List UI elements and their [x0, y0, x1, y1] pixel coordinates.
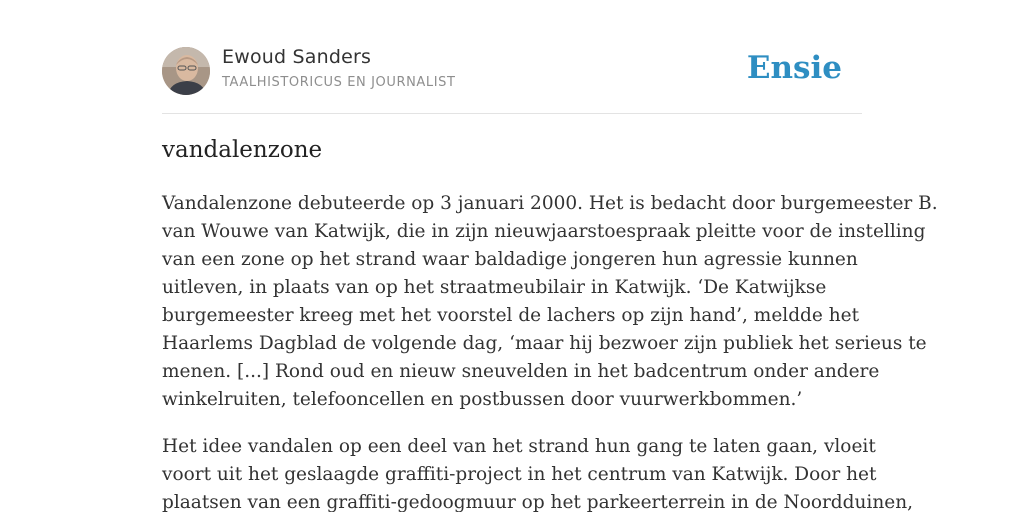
text-line: van Wouwe van Katwijk, die in zijn nieuwjaarstoespraak pleitte voor de instelling — [162, 221, 926, 242]
text-line: uitleven, in plaats van op het straatmeubilair in Katwijk. ‘De Katwijkse — [162, 277, 827, 298]
person-avatar-icon — [162, 47, 210, 95]
text-line: plaatsen van een graffiti-gedoogmuur op het parkeerterrein in de Noordduinen, — [162, 492, 913, 512]
text-line: Haarlems Dagblad de volgende dag, ‘maar hij bezwoer zijn publiek het serieus te — [162, 333, 927, 354]
avatar[interactable] — [162, 47, 210, 95]
author-header — [162, 46, 862, 96]
brand-logo[interactable]: Ensie — [746, 50, 842, 86]
text-line: burgemeester kreeg met het voorstel de lachers op zijn hand’, meldde het — [162, 305, 860, 326]
text-line: voort uit het geslaagde graffiti-project in het centrum van Katwijk. Door het — [162, 464, 877, 485]
author-name[interactable]: Ewoud Sanders — [222, 46, 372, 68]
text-line: Vandalenzone debuteerde op 3 januari 2000. Het is bedacht door burgemeester B. — [162, 193, 938, 214]
paragraph — [162, 190, 938, 414]
header-divider — [162, 113, 862, 114]
text-line: menen. [...] Rond oud en nieuw sneuvelden in het badcentrum onder andere — [162, 361, 880, 382]
author-role: TAALHISTORICUS EN JOURNALIST — [222, 75, 456, 90]
page-title: vandalenzone — [162, 137, 323, 163]
article-body — [162, 190, 938, 512]
text-line: van een zone op het strand waar baldadige jongeren hun agressie kunnen — [162, 249, 858, 270]
text-line: Het idee vandalen op een deel van het strand hun gang te laten gaan, vloeit — [162, 436, 876, 457]
paragraph — [162, 433, 913, 512]
text-line: winkelruiten, telefooncellen en postbussen door vuurwerkbommen.’ — [162, 389, 803, 410]
